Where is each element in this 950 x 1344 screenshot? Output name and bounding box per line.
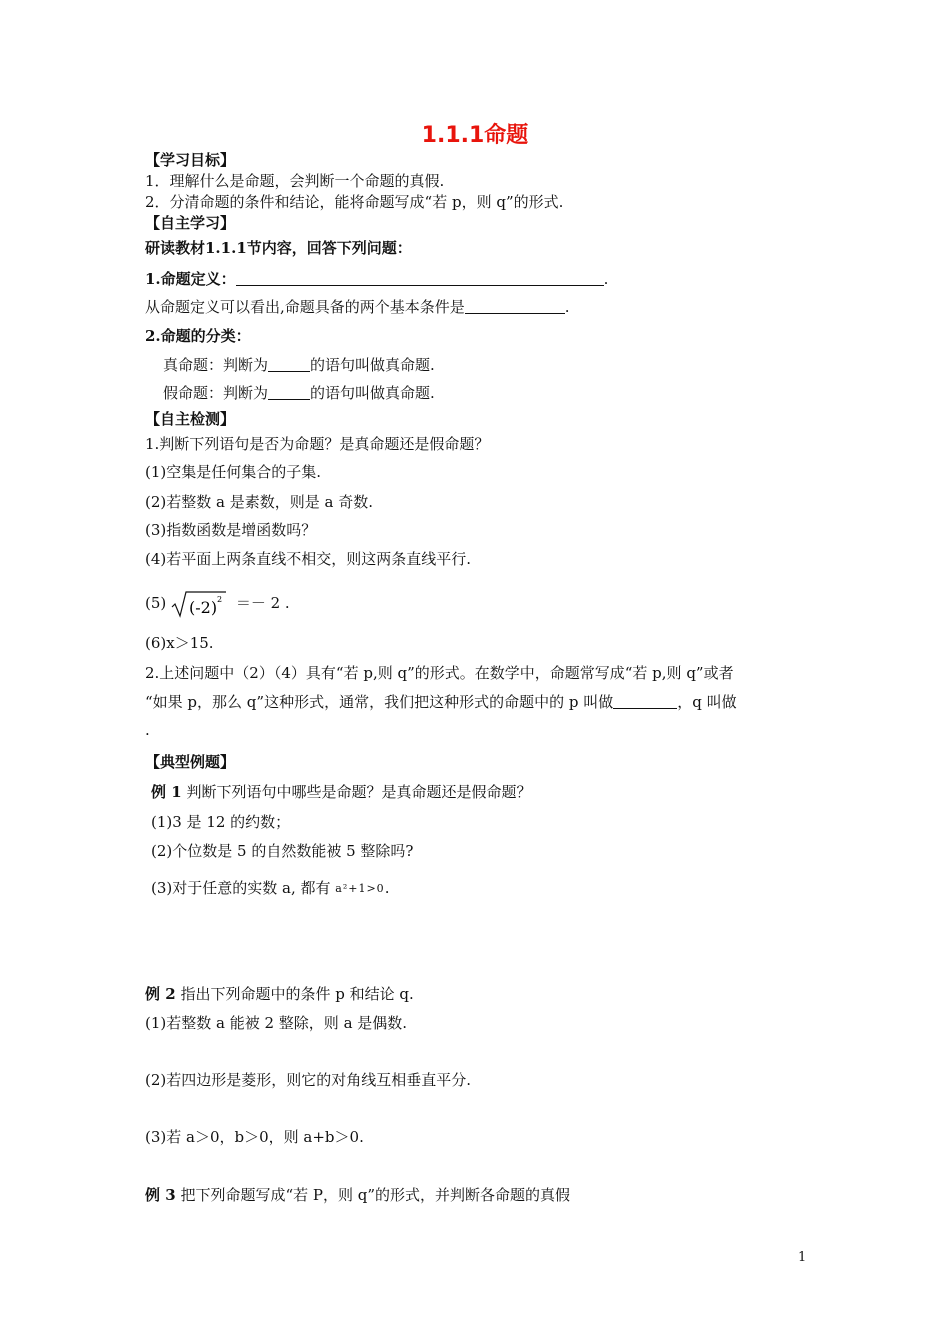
check-item: (4)若平面上两条直线不相交，则这两条直线平行. [145, 550, 472, 568]
study-instruction: 研读教材1.1.1节内容，回答下列问题： [145, 239, 412, 257]
sqrt-expression [171, 587, 227, 621]
example-2: 例 2 指出下列命题中的条件 p 和结论 q. [145, 985, 414, 1003]
example-1-item-3: (3)对于任意的实数 a, 都有 a²+1>0. [151, 879, 390, 897]
check-item-6: (6)x＞15. [145, 634, 214, 652]
goal-item: 2．分清命题的条件和结论，能将命题写成“若 p，则 q”的形式. [145, 193, 564, 211]
check-question-2-line1: 2.上述问题中（2）（4）具有“若 p,则 q”的形式。在数学中，命题常写成“若 p,则 q”或者 [145, 664, 734, 682]
check-question-2-line3: . [145, 721, 150, 739]
page-title: 1.1.1命题 [421, 123, 529, 148]
p-term-blank [613, 692, 677, 709]
sqrt-symbol [171, 589, 227, 619]
true-proposition-line: 真命题：判断为 的语句叫做真命题. [163, 356, 435, 374]
example-1-item: (2)个位数是 5 的自然数能被 5 整除吗? [151, 842, 414, 860]
page-number: 1 [798, 1250, 807, 1265]
basic-conditions-blank [465, 297, 565, 314]
section-header-self-study: 【自主学习】 [145, 214, 236, 232]
classification-label: 2.命题的分类： [145, 327, 251, 345]
goal-item: 1．理解什么是命题，会判断一个命题的真假. [145, 172, 445, 190]
definition-line: 1.命题定义： . [145, 270, 609, 288]
false-prop-blank [268, 383, 310, 400]
example-3-label: 例 3 [145, 1186, 176, 1204]
definition-label: 1.命题定义： [145, 270, 236, 288]
inequality-math: a²+1>0 [335, 882, 385, 895]
check-item: (1)空集是任何集合的子集. [145, 463, 322, 481]
example-1-label: 例 1 [151, 783, 182, 801]
false-proposition-line: 假命题：判断为 的语句叫做真命题. [163, 384, 435, 402]
section-header-goals: 【学习目标】 [145, 151, 236, 169]
section-header-examples: 【典型例题】 [145, 753, 236, 771]
check-item-5: (5) (-2) 2 ＝－ 2 . [145, 586, 290, 620]
example-1: 例 1 判断下列语句中哪些是命题？是真命题还是假命题？ [151, 783, 532, 801]
definition-blank [236, 269, 604, 286]
basic-conditions-line: 从命题定义可以看出,命题具备的两个基本条件是 . [145, 298, 570, 316]
example-2-item: (2)若四边形是菱形，则它的对角线互相垂直平分. [145, 1071, 472, 1089]
check-item: (3)指数函数是增函数吗？ [145, 521, 317, 539]
example-2-item: (1)若整数 a 能被 2 整除，则 a 是偶数. [145, 1014, 408, 1032]
example-3: 例 3 把下列命题写成“若 P，则 q”的形式，并判断各命题的真假 [145, 1186, 571, 1204]
sqrt-exponent: 2 [217, 595, 223, 604]
section-header-self-check: 【自主检测】 [145, 410, 236, 428]
example-2-item: (3)若 a＞0，b＞0，则 a+b＞0. [145, 1128, 364, 1146]
check-item: (2)若整数 a 是素数，则是 a 奇数. [145, 493, 373, 511]
sqrt-radicand: (-2) [189, 598, 218, 617]
check-question-1: 1.判断下列语句是否为命题？是真命题还是假命题？ [145, 435, 490, 453]
true-prop-blank [268, 355, 310, 372]
example-2-label: 例 2 [145, 985, 176, 1003]
example-1-item: (1)3 是 12 的约数； [151, 813, 291, 831]
check-question-2-line2: “如果 p，那么 q”这种形式，通常，我们把这种形式的命题中的 p 叫做 ，q 叫做 [145, 693, 737, 711]
